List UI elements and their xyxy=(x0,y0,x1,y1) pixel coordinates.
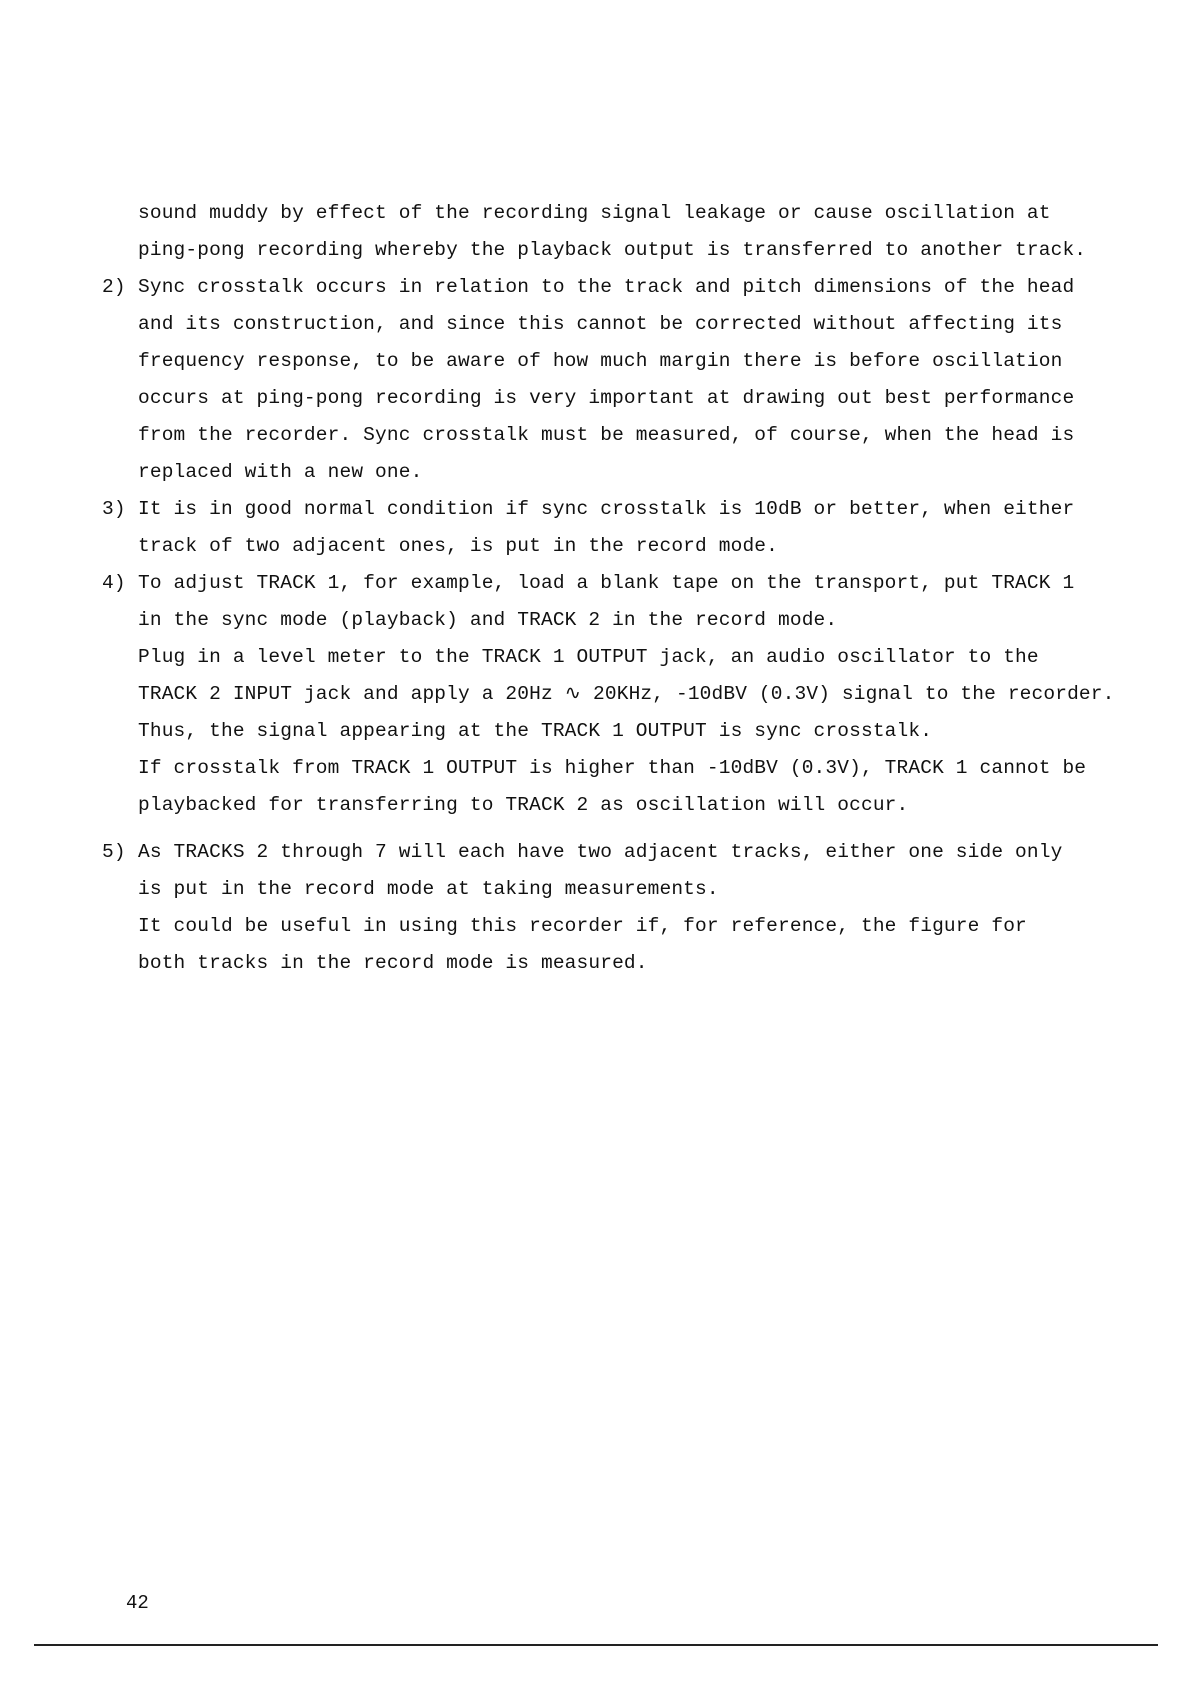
text-line: Sync crosstalk occurs in relation to the track and pitch dimensions of the head xyxy=(138,276,1075,298)
continuation-paragraph xyxy=(102,195,1152,269)
text-line: both tracks in the record mode is measured. xyxy=(138,952,648,974)
list-item-4 xyxy=(102,565,1152,824)
text-line: playbacked for transferring to TRACK 2 as oscillation will occur. xyxy=(138,794,909,816)
list-item-2 xyxy=(102,269,1152,491)
text-line: is put in the record mode at taking measurements. xyxy=(138,878,719,900)
text-line: occurs at ping-pong recording is very important at drawing out best performance xyxy=(138,387,1075,409)
footer-divider xyxy=(34,1644,1158,1646)
list-item-5 xyxy=(102,834,1152,982)
body-text xyxy=(102,195,1152,982)
text-line: It could be useful in using this recorder if, for reference, the figure for xyxy=(138,915,1027,937)
text-line: TRACK 2 INPUT jack and apply a 20Hz ∿ 20KHz, -10dBV (0.3V) signal to the recorder. xyxy=(138,683,1115,705)
list-item-3 xyxy=(102,491,1152,565)
text-line: replaced with a new one. xyxy=(138,461,423,483)
item-number: 4) xyxy=(102,572,126,594)
text-line: As TRACKS 2 through 7 will each have two adjacent tracks, either one side only xyxy=(138,841,1063,863)
text-line: track of two adjacent ones, is put in the record mode. xyxy=(138,535,779,557)
spacer xyxy=(102,824,1152,834)
text-line: To adjust TRACK 1, for example, load a blank tape on the transport, put TRACK 1 xyxy=(138,572,1075,594)
text-line: frequency response, to be aware of how much margin there is before oscillation xyxy=(138,350,1063,372)
text-line: Thus, the signal appearing at the TRACK 1 OUTPUT is sync crosstalk. xyxy=(138,720,933,742)
item-number: 2) xyxy=(102,276,126,298)
item-number: 5) xyxy=(102,841,126,863)
text-line: from the recorder. Sync crosstalk must be measured, of course, when the head is xyxy=(138,424,1075,446)
text-line: and its construction, and since this cannot be corrected without affecting its xyxy=(138,313,1063,335)
page-number: 42 xyxy=(126,1592,149,1614)
text-line: If crosstalk from TRACK 1 OUTPUT is higher than -10dBV (0.3V), TRACK 1 cannot be xyxy=(138,757,1087,779)
text-line: ping-pong recording whereby the playback output is transferred to another track. xyxy=(138,239,1087,261)
item-number: 3) xyxy=(102,498,126,520)
text-line: It is in good normal condition if sync crosstalk is 10dB or better, when either xyxy=(138,498,1075,520)
text-line: in the sync mode (playback) and TRACK 2 in the record mode. xyxy=(138,609,838,631)
text-line: sound muddy by effect of the recording signal leakage or cause oscillation at xyxy=(138,202,1051,224)
text-line: Plug in a level meter to the TRACK 1 OUTPUT jack, an audio oscillator to the xyxy=(138,646,1039,668)
